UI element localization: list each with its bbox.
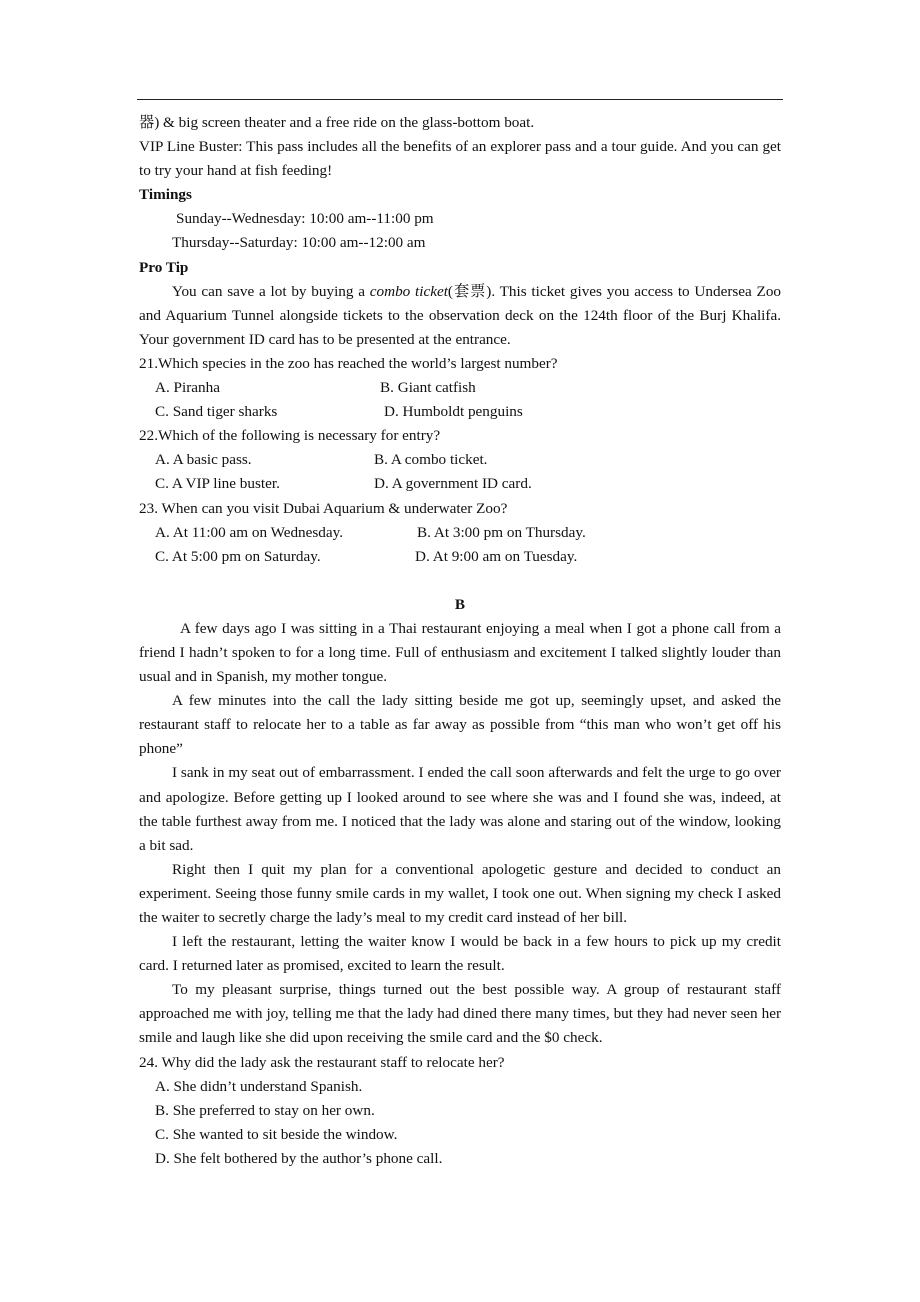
timings-line-1: Sunday--Wednesday: 10:00 am--11:00 pm (176, 210, 434, 228)
question-22-options-row-2 (139, 472, 781, 496)
question-23-stem: 23. When can you visit Dubai Aquarium & underwater Zoo? (139, 499, 508, 517)
question-23-options-row-2 (139, 545, 781, 569)
passage-b-paragraph-2: A few minutes into the call the lady sitting beside me got up, seemingly upset, and asked the restaurant staff to relocate her to a table as far away as possible from “this man who won’t get off his phone” (139, 692, 781, 758)
vip-pass-paragraph: VIP Line Buster: This pass includes all the benefits of an explorer pass and a tour guide. And you can get to try your hand at fish feeding! (139, 138, 781, 180)
protip-text-after: (套票). This ticket gives you access to Undersea Zoo and Aquarium Tunnel alongside tickets to the observation deck on the 124th floor of the Burj Khalifa. Your government ID card has to be presented at the entrance. (139, 282, 782, 348)
header-rule (137, 99, 783, 100)
section-gap (139, 569, 781, 593)
section-b-title: B (454, 595, 466, 613)
page-content (139, 111, 781, 1171)
q23-option-d[interactable]: D. At 9:00 am on Tuesday. (415, 547, 578, 565)
q24-option-c[interactable]: C. She wanted to sit beside the window. (155, 1125, 398, 1143)
q23-option-c[interactable]: C. At 5:00 pm on Saturday. (155, 547, 321, 565)
combo-ticket-term: combo ticket (369, 282, 448, 300)
continuation-line: 器) & big screen theater and a free ride on the glass-bottom boat. (139, 114, 535, 131)
q24-option-d[interactable]: D. She felt bothered by the author’s phone call. (155, 1149, 443, 1167)
question-21-stem: 21.Which species in the zoo has reached the world’s largest number? (139, 354, 558, 372)
question-21-options-row-1 (139, 376, 781, 400)
protip-heading: Pro Tip (139, 258, 189, 276)
q22-option-c[interactable]: C. A VIP line buster. (155, 475, 280, 493)
question-23-options-row-1 (139, 521, 781, 545)
timings-line-2: Thursday--Saturday: 10:00 am--12:00 am (172, 234, 426, 252)
question-22-options-row-1 (139, 448, 781, 472)
passage-b-paragraph-6: To my pleasant surprise, things turned out the best possible way. A group of restaurant staff approached me with joy, telling me that the lady had dined there many times, but they had never seen her smile and laugh like she did upon receiving the smile card and the $0 check. (139, 981, 781, 1047)
passage-b-paragraph-4: Right then I quit my plan for a conventional apologetic gesture and decided to conduct an experiment. Seeing those funny smile cards in my wallet, I took one out. When signing my check I asked the waiter to secretly charge the lady’s meal to my credit card instead of her bill. (139, 860, 781, 926)
q21-option-b[interactable]: B. Giant catfish (380, 379, 476, 397)
protip-paragraph (139, 280, 781, 352)
question-22-stem: 22.Which of the following is necessary for entry? (139, 427, 441, 445)
q23-option-a[interactable]: A. At 11:00 am on Wednesday. (155, 523, 344, 541)
protip-text-before: You can save a lot by buying a (172, 282, 370, 300)
q21-option-d[interactable]: D. Humboldt penguins (384, 403, 523, 421)
q22-option-a[interactable]: A. A basic pass. (155, 451, 252, 469)
question-21-options-row-2 (139, 400, 781, 424)
q23-option-b[interactable]: B. At 3:00 pm on Thursday. (417, 523, 586, 541)
passage-b-paragraph-3: I sank in my seat out of embarrassment. I ended the call soon afterwards and felt the urge to go over and apologize. Before getting up I looked around to see where she was and I found she was, indeed, at the table furthest away from me. I noticed that the lady was alone and staring out of the window, looking a bit sad. (139, 764, 781, 854)
timings-heading: Timings (139, 186, 192, 204)
q22-option-b[interactable]: B. A combo ticket. (374, 451, 488, 469)
q24-option-b[interactable]: B. She preferred to stay on her own. (155, 1101, 375, 1119)
q22-option-d[interactable]: D. A government ID card. (374, 475, 532, 493)
q21-option-c[interactable]: C. Sand tiger sharks (155, 403, 278, 421)
q24-option-a[interactable]: A. She didn’t understand Spanish. (155, 1077, 363, 1095)
question-24-stem: 24. Why did the lady ask the restaurant staff to relocate her? (139, 1053, 505, 1071)
passage-b-paragraph-5: I left the restaurant, letting the waiter know I would be back in a few hours to pick up my credit card. I returned later as promised, excited to learn the result. (139, 933, 781, 975)
passage-b-paragraph-1: A few days ago I was sitting in a Thai restaurant enjoying a meal when I got a phone call from a friend I hadn’t spoken to for a long time. Full of enthusiasm and excitement I talked slightly louder than usual and in Spanish, my mother tongue. (139, 619, 781, 686)
q21-option-a[interactable]: A. Piranha (155, 379, 220, 397)
